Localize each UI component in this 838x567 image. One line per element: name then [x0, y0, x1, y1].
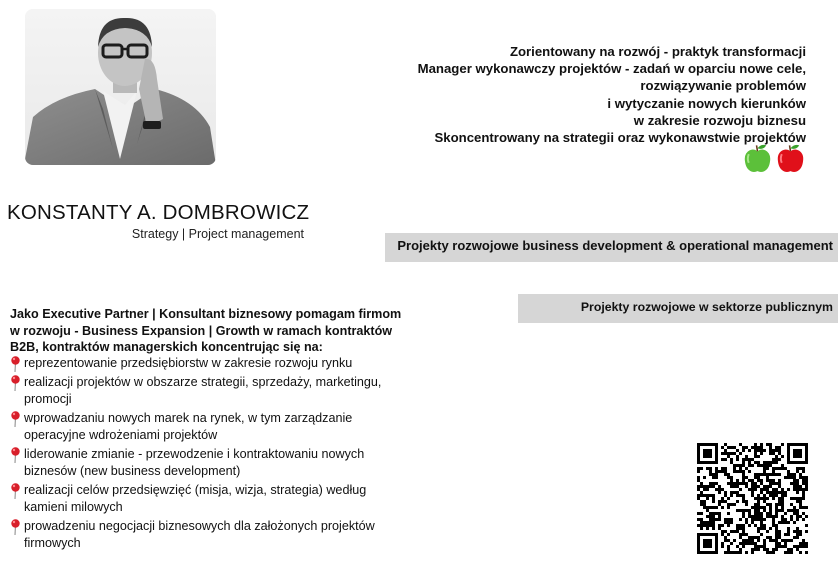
list-item: [10, 410, 410, 444]
list-item: [10, 355, 410, 372]
list-item-text: realizacji projektów w obszarze strategii, sprzedaży, marketingu, promocji: [24, 375, 382, 406]
list-item-text: liderowanie zmianie - przewodzenie i kontraktowaniu nowych biznesów (new business development): [24, 447, 365, 478]
banner-business-development: [385, 233, 838, 262]
tagline-line: Manager wykonawczy projektów - zadań w oparciu nowe cele,: [417, 61, 806, 77]
focus-areas-list: [10, 355, 410, 554]
tagline-line: Skoncentrowany na strategii oraz wykonawstwie projektów: [434, 130, 806, 146]
banner-public-sector: [518, 294, 838, 323]
green-apple-icon: [742, 142, 773, 174]
tagline-line: Zorientowany na rozwój - praktyk transformacji: [509, 44, 806, 59]
apples-emoji-row: [742, 142, 806, 174]
red-apple-icon: [775, 142, 806, 174]
intro-paragraph: Jako Executive Partner | Konsultant biznesowy pomagam firmom w rozwoju - Business Expansion | Growth w ramach kontraktów B2B, kontraktów managerskich koncentrując się na:: [10, 307, 402, 354]
portrait-image: [25, 9, 216, 165]
person-name: KONSTANTY A. DOMBROWICZ: [7, 201, 310, 224]
list-item: [10, 374, 410, 408]
list-item: [10, 446, 410, 480]
round-pushpin-icon: [10, 483, 21, 499]
round-pushpin-icon: [10, 447, 21, 463]
banner-label: Projekty rozwojowe w sektorze publicznym: [580, 300, 833, 314]
list-item: [10, 482, 410, 516]
list-item-text: reprezentowanie przedsiębiorstw w zakresie rozwoju rynku: [24, 356, 353, 370]
list-item-text: realizacji celów przedsięwzięć (misja, wizja, strategia) według kamieni milowych: [24, 483, 367, 514]
tagline-line: i wytyczanie nowych kierunków: [607, 95, 806, 111]
banner-label: Projekty rozwojowe business development & operational management: [397, 238, 833, 253]
tagline-line: rozwiązywanie problemów: [640, 78, 806, 94]
profile-photo: [25, 9, 216, 165]
list-item-text: wprowadzaniu nowych marek na rynek, w tym zarządzanie operacyjne wdrożeniami projektów: [24, 411, 353, 442]
round-pushpin-icon: [10, 411, 21, 427]
round-pushpin-icon: [10, 519, 21, 535]
list-item: [10, 518, 410, 552]
list-item-text: prowadzeniu negocjacji biznesowych dla założonych projektów firmowych: [24, 519, 375, 550]
qr-code[interactable]: [697, 443, 808, 554]
tagline: [386, 43, 806, 146]
person-subtitle: Strategy | Project management: [131, 227, 304, 241]
qr-code-image: [697, 443, 808, 554]
tagline-line: w zakresie rozwoju biznesu: [633, 112, 806, 128]
round-pushpin-icon: [10, 375, 21, 391]
round-pushpin-icon: [10, 356, 21, 372]
